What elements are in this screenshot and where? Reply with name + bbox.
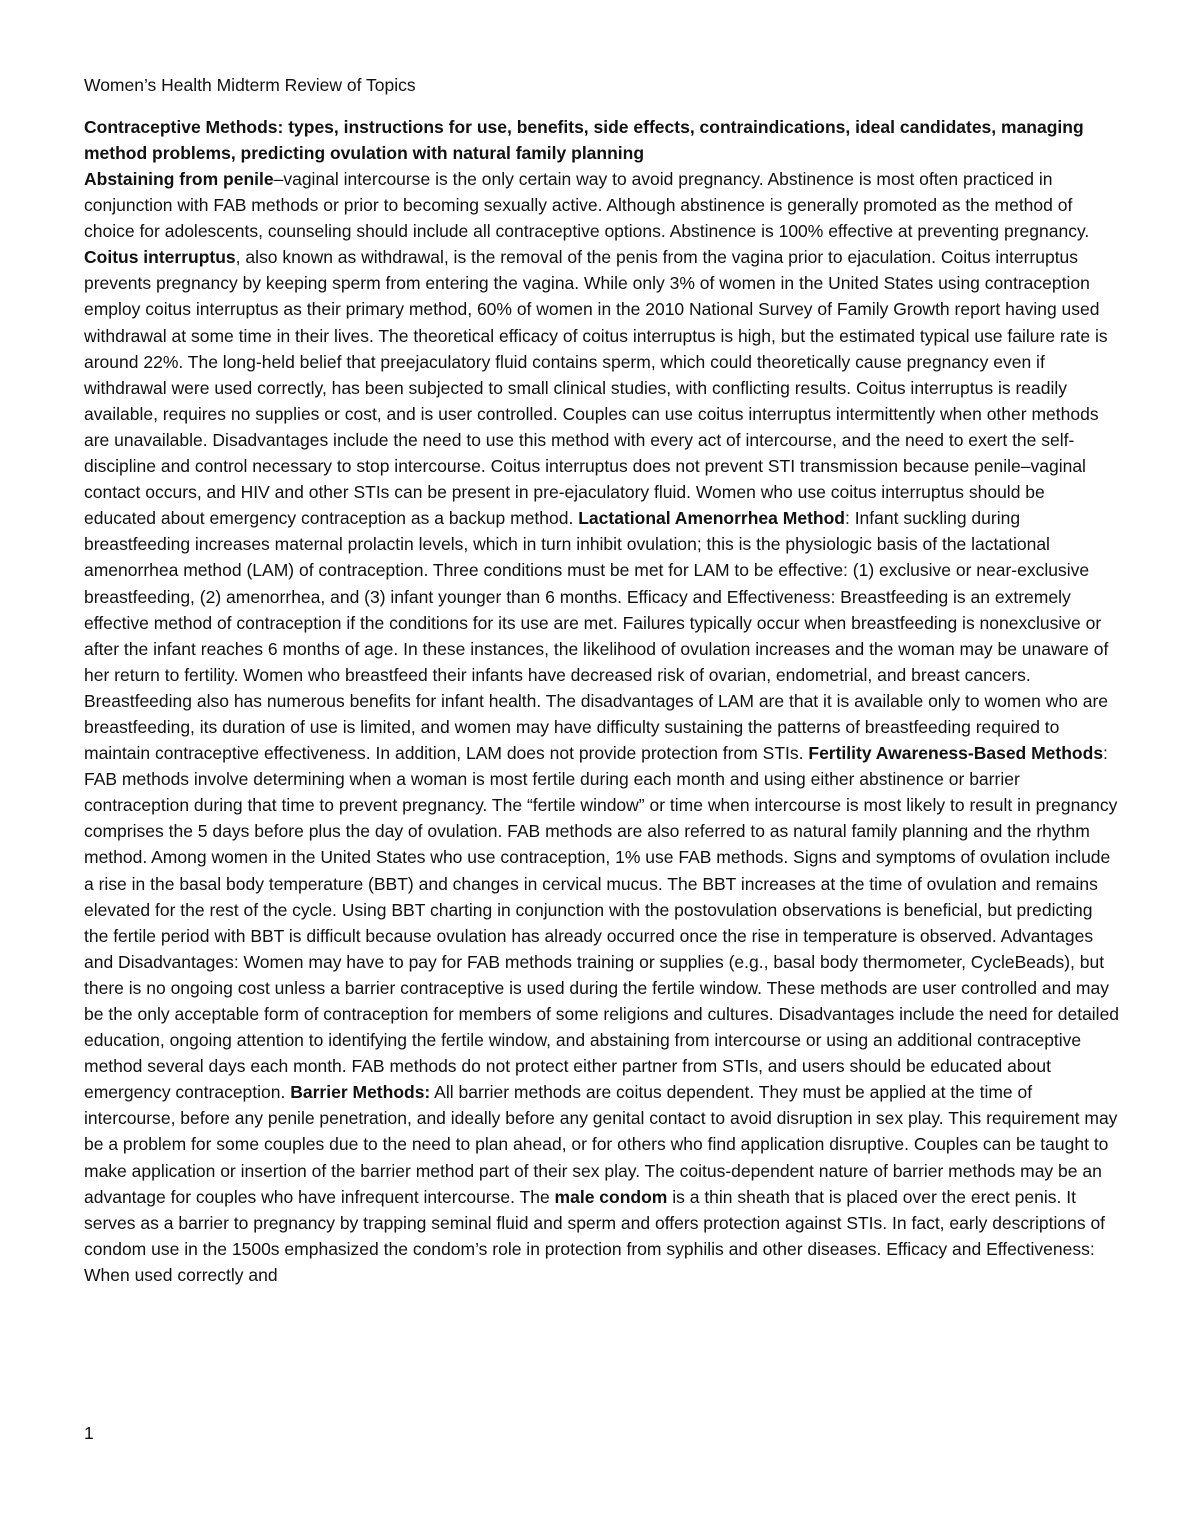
- text-abstinence: –vaginal intercourse is the only certain way to avoid pregnancy. Abstinence is most often practiced in conjunction with FAB methods or prior to becoming sexually active. Although abstinence is generally promoted as the method of choice for adolescents, counseling should include all contraceptive options. Abstinence is 100% effective at preventing pregnancy.: [84, 169, 1090, 242]
- term-fertility-awareness: Fertility Awareness-Based Methods: [808, 743, 1104, 764]
- text-coitus-interruptus: , also known as withdrawal, is the removal of the penis from the vagina prior to ejaculation. Coitus interruptus prevents pregnancy by keeping sperm from entering the vagina. While only 3% of women in the United States using contraception employ coitus interruptus as their primary method, 60% of women in the 2010 National Survey of Family Growth report having used withdrawal at some time in their lives. The theoretical efficacy of coitus interruptus is high, but the estimated typical use failure rate is around 22%. The long-held belief that preejaculatory fluid contains sperm, which could theoretically cause pregnancy even if withdrawal were used correctly, has been subjected to small clinical studies, with conflicting results. Coitus interruptus is readily available, requires no supplies or cost, and is user controlled. Couples can use coitus interruptus intermittently when other methods are unavailable. Disadvantages include the need to use this method with every act of intercourse, and the need to exert the self-discipline and control necessary to stop intercourse. Coitus interruptus does not prevent STI transmission because penile–vaginal contact occurs, and HIV and other STIs can be present in pre-ejaculatory fluid. Women who use coitus interruptus should be educated about emergency contraception as a backup method.: [84, 247, 1108, 529]
- body-paragraph: [84, 166, 1120, 1288]
- document-page: [84, 72, 1120, 1288]
- text-lactational-amenorrhea: : Infant suckling during breastfeeding increases maternal prolactin levels, which in turn inhibit ovulation; this is the physiologic basis of the lactational amenorrhea method (LAM) of contraception. Three conditions must be met for LAM to be effective: (1) exclusive or near-exclusive breastfeeding, (2) amenorrhea, and (3) infant younger than 6 months. Efficacy and Effectiveness: Breastfeeding is an extremely effective method of contraception if the conditions for its use are met. Failures typically occur when breastfeeding is nonexclusive or after the infant reaches 6 months of age. In these instances, the likelihood of ovulation increases and the woman may be unaware of her return to fertility. Women who breastfeed their infants have decreased risk of ovarian, endometrial, and breast cancers. Breastfeeding also has numerous benefits for infant health. The disadvantages of LAM are that it is available only to women who are breastfeeding, its duration of use is limited, and women may have difficulty sustaining the patterns of breastfeeding required to maintain contraceptive effectiveness. In addition, LAM does not provide protection from STIs.: [84, 508, 1109, 764]
- term-male-condom: male condom: [554, 1186, 668, 1207]
- text-fertility-awareness: : FAB methods involve determining when a woman is most fertile during each month and using either abstinence or barrier contraception during that time to prevent pregnancy. The “fertile window” or time when intercourse is most likely to result in pregnancy comprises the 5 days before plus the day of ovulation. FAB methods are also referred to as natural family planning and the rhythm method. Among women in the United States who use contraception, 1% use FAB methods. Signs and symptoms of ovulation include a rise in the basal body temperature (BBT) and changes in cervical mucus. The BBT increases at the time of ovulation and remains elevated for the rest of the cycle. Using BBT charting in conjunction with the postovulation observations is beneficial, but predicting the fertile period with BBT is difficult because ovulation has already occurred once the rise in temperature is observed. Advantages and Disadvantages: Women may have to pay for FAB methods training or supplies (e.g., basal body thermometer, CycleBeads), but there is no ongoing cost unless a barrier contraceptive is used during the fertile window. These methods are user controlled and may be the only acceptable form of contraception for members of some religions and cultures. Disadvantages include the need for detailed education, ongoing attention to identifying the fertile window, and abstaining from intercourse or using an additional contraceptive method several days each month. FAB methods do not protect either partner from STIs, and users should be educated about emergency contraception.: [84, 743, 1120, 1103]
- document-title: Women’s Health Midterm Review of Topics: [84, 75, 416, 95]
- term-barrier-methods: Barrier Methods:: [290, 1082, 431, 1103]
- text-male-condom: is a thin sheath that is placed over the erect penis. It serves as a barrier to pregnancy by trapping seminal fluid and sperm and offers protection against STIs. In fact, early descriptions of condom use in the 1500s emphasized the condom’s role in protection from syphilis and other diseases. Efficacy and Effectiveness: When used correctly and: [84, 1186, 1106, 1285]
- page-number: 1: [84, 1423, 94, 1443]
- text-barrier-methods: All barrier methods are coitus dependent. They must be applied at the time of intercourse, before any penile penetration, and ideally before any genital contact to avoid disruption in sex play. This requirement may be a problem for some couples due to the need to plan ahead, or for others who find application disruptive. Couples can be taught to make application or insertion of the barrier method part of their sex play. The coitus-dependent nature of barrier methods may be an advantage for couples who have infrequent intercourse. The: [84, 1082, 1118, 1207]
- section-heading: Contraceptive Methods: types, instructions for use, benefits, side effects, contraindications, ideal candidates, managing method problems, predicting ovulation with natural family planning: [84, 117, 1084, 163]
- term-lactational-amenorrhea: Lactational Amenorrhea Method: [578, 508, 845, 529]
- term-abstinence: Abstaining from penile: [84, 169, 274, 189]
- term-coitus-interruptus: Coitus interruptus: [84, 247, 236, 268]
